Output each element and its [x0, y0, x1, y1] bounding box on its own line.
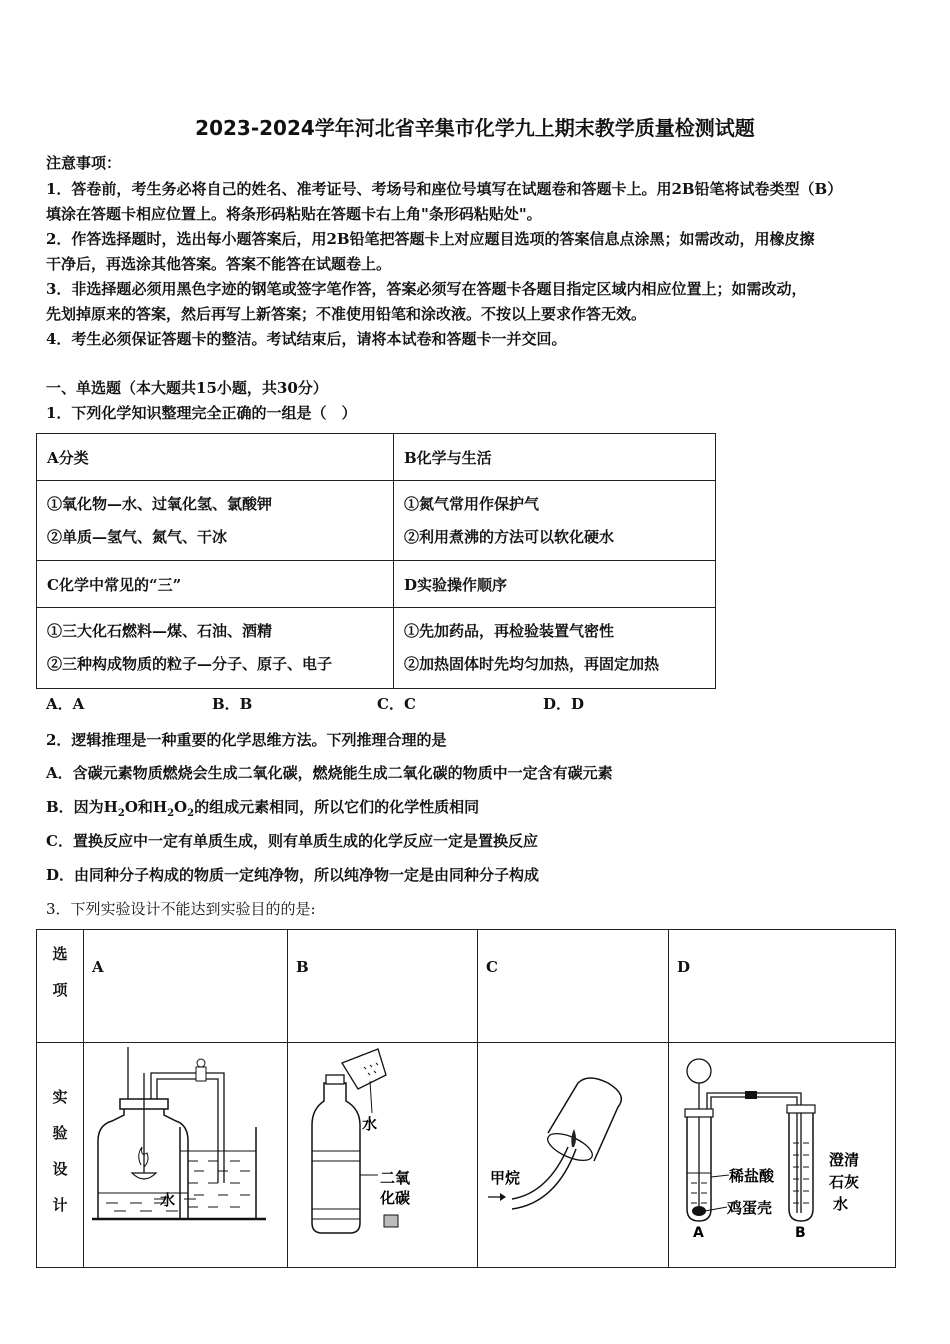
notice-line: 4．考生必须保证答题卡的整洁。考试结束后，请将本试卷和答题卡一并交回。 — [46, 330, 567, 348]
q1-cell-a-head: A分类 — [37, 434, 394, 481]
fig-b-water-label: 水 — [362, 1115, 378, 1133]
q1-b2: ②利用煮沸的方法可以软化硬水 — [404, 527, 615, 546]
notice-line: 3．非选择题必须用黑色字迹的钢笔或签字笔作答，答案必须写在答题卡各题目指定区域内相应位置上；如需改动， — [46, 280, 807, 298]
q1-a1: ①氧化物—水、过氧化氢、氯酸钾 — [47, 494, 273, 513]
q1-cell-b-body — [394, 481, 716, 561]
q1-cell-d-head: D实验操作顺序 — [394, 561, 716, 608]
q2-stem: 2．逻辑推理是一种重要的化学思维方法。下列推理合理的是 — [46, 731, 447, 749]
fig-d-lime-label-1: 澄清 — [829, 1151, 860, 1169]
notice-line: 1．答卷前，考生务必将自己的姓名、准考证号、考场号和座位号填写在试题卷和答题卡上。用2B铅笔将试卷类型（B） — [46, 180, 843, 198]
q3-label-a: A — [84, 930, 288, 1043]
q1-d2: ②加热固体时先均匀加热，再固定加热 — [404, 655, 660, 673]
q2-option-a[interactable]: A．含碳元素物质燃烧会生成二氧化碳，燃烧能生成二氧化碳的物质中一定含有碳元素 — [46, 764, 613, 782]
q2-option-d[interactable]: D．由同种分子构成的物质一定纯净物，所以纯净物一定是由同种分子构成 — [46, 866, 540, 884]
q1-option-b[interactable]: B．B — [212, 695, 253, 713]
fig-d-lime-label-2: 石灰 — [829, 1173, 860, 1191]
q1-cell-a-body — [37, 481, 394, 561]
q1-a2: ②单质—氢气、氮气、干冰 — [47, 527, 228, 546]
q3-table — [36, 929, 896, 1268]
q1-d1: ①先加药品，再检验装置气密性 — [404, 622, 615, 640]
q1-cell-b-head: B化学与生活 — [394, 434, 716, 481]
notice-line: 填涂在答题卡相应位置上。将条形码粘贴在答题卡右上角"条形码粘贴处"。 — [46, 205, 542, 223]
q1-cell-c-head: C化学中常见的“三” — [37, 561, 394, 608]
q1-option-c[interactable]: C．C — [377, 695, 416, 713]
fig-d-tube-a-label: A — [693, 1225, 704, 1241]
notice-heading: 注意事项： — [46, 154, 122, 172]
fig-a-water-label: 水 — [160, 1191, 176, 1209]
q3-label-d: D — [669, 930, 896, 1043]
q3-col-head: 选 项 — [37, 930, 84, 1043]
page-title: 2023-2024学年河北省辛集市化学九上期末教学质量检测试题 — [195, 116, 755, 140]
q1-stem: 1．下列化学知识整理完全正确的一组是（ ） — [46, 404, 357, 422]
fig-d-cell — [669, 1043, 896, 1268]
fig-b-co2-label-2: 化碳 — [380, 1189, 411, 1207]
q1-option-a[interactable]: A．A — [46, 695, 85, 713]
q1-table — [36, 433, 716, 689]
fig-d-apparatus — [669, 1043, 895, 1263]
q3-label-b: B — [288, 930, 478, 1043]
fig-d-shell-label: 鸡蛋壳 — [727, 1199, 773, 1217]
q3-stem: 3．下列实验设计不能达到实验目的的是: — [46, 900, 316, 918]
section-heading: 一、单选题（本大题共15小题，共30分） — [46, 379, 328, 397]
fig-a-cell — [84, 1043, 288, 1268]
q3-label-c: C — [478, 930, 669, 1043]
fig-b-apparatus — [288, 1043, 461, 1263]
notice-line: 2．作答选择题时，选出每小题答案后，用2B铅笔把答题卡上对应题目选项的答案信息点涂黑；如需改动，用橡皮擦 — [46, 230, 815, 248]
notice-line: 先划掉原来的答案，然后再写上新答案；不准使用铅笔和涂改液。不按以上要求作答无效。 — [46, 305, 647, 323]
fig-d-tube-b-label: B — [795, 1225, 806, 1241]
q2-option-c[interactable]: C．置换反应中一定有单质生成，则有单质生成的化学反应一定是置换反应 — [46, 832, 538, 850]
q3-row-head: 实 验 设 计 — [37, 1043, 84, 1268]
q1-c2: ②三种构成物质的粒子—分子、原子、电子 — [47, 655, 333, 673]
fig-d-lime-label-3: 水 — [833, 1195, 849, 1213]
q1-option-d[interactable]: D．D — [543, 695, 585, 713]
fig-c-cell — [478, 1043, 669, 1268]
q2-option-b[interactable]: B．因为$H_2O$和$H_2O_2$的组成元素相同，所以它们的化学性质相同 — [46, 798, 480, 819]
fig-a-apparatus — [84, 1043, 284, 1263]
q1-c1: ①三大化石燃料—煤、石油、酒精 — [47, 622, 273, 640]
q1-cell-c-body — [37, 608, 394, 689]
fig-b-cell — [288, 1043, 478, 1268]
fig-c-methane-label: 甲烷 — [490, 1169, 521, 1187]
fig-c-apparatus — [478, 1043, 652, 1263]
notice-line: 干净后，再选涂其他答案。答案不能答在试题卷上。 — [46, 255, 392, 273]
q1-cell-d-body — [394, 608, 716, 689]
fig-b-co2-label-1: 二氧 — [380, 1169, 411, 1187]
q1-b1: ①氮气常用作保护气 — [404, 494, 540, 513]
fig-d-acid-label: 稀盐酸 — [729, 1167, 775, 1185]
